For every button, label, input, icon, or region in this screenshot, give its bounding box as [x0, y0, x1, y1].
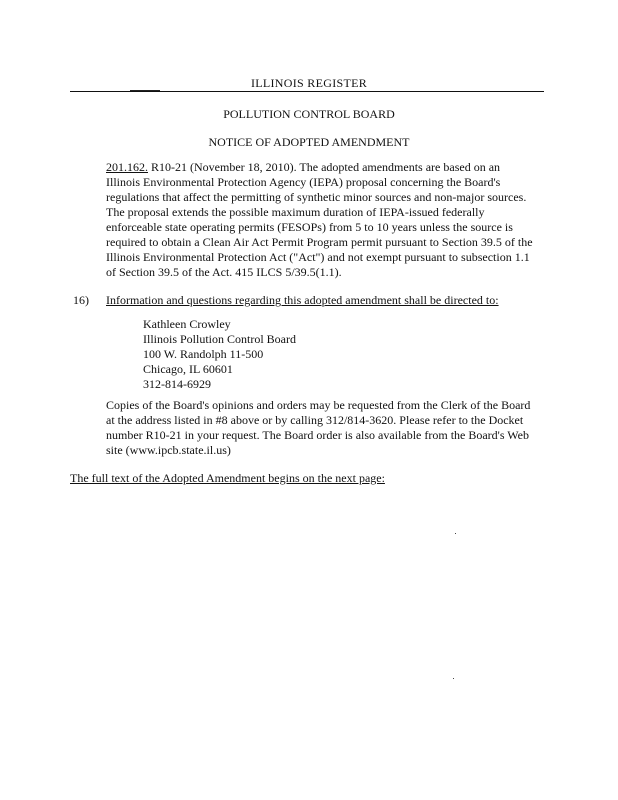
contact-phone: 312-814-6929	[143, 377, 211, 391]
scan-speck	[453, 678, 454, 679]
copies-paragraph: Copies of the Board's opinions and orders may be requested from the Clerk of the Board at the address listed in #8 above or by calling 312/814-3620. Please refer to the Docket number R10-21 in your request. The Board order is also available from the Board's Web site (www.ipcb.state.il.us)	[106, 398, 531, 457]
contact-address-block	[143, 317, 296, 392]
board-title: POLLUTION CONTROL BOARD	[223, 107, 395, 121]
item-16-heading: Information and questions regarding this adopted amendment shall be directed to:	[106, 293, 499, 307]
scan-speck	[455, 533, 456, 534]
header-rule	[70, 91, 544, 92]
contact-street: 100 W. Randolph 11-500	[143, 347, 264, 361]
contact-city: Chicago, IL 60601	[143, 362, 233, 376]
full-text-note: The full text of the Adopted Amendment begins on the next page:	[70, 471, 385, 485]
item-16-number: 16)	[73, 293, 89, 307]
notice-title: NOTICE OF ADOPTED AMENDMENT	[208, 135, 410, 149]
contact-name: Kathleen Crowley	[143, 317, 231, 331]
paragraph-15-text: R10-21 (November 18, 2010). The adopted amendments are based on an Illinois Environmental Protection Agency (IEPA) proposal concerning the Board's regulations that affect the permitting of synthetic minor sources and non-major sources. The proposal extends the possible maximum duration of IEPA-issued federally enforceable state operating permits (FESOPs) from 5 to 10 years unless the source is required to obtain a Clean Air Act Permit Program permit pursuant to Section 39.5 of the Illinois Environmental Protection Act ("Act") and not exempt pursuant to subsection 1.1 of Section 39.5 of the Act. 415 ILCS 5/39.5(1.1).	[106, 160, 533, 279]
contact-organization: Illinois Pollution Control Board	[143, 332, 297, 346]
paragraph-15	[106, 160, 544, 280]
register-title: ILLINOIS REGISTER	[250, 76, 368, 90]
section-reference: 201.162.	[106, 160, 148, 174]
scan-mark	[130, 90, 160, 91]
